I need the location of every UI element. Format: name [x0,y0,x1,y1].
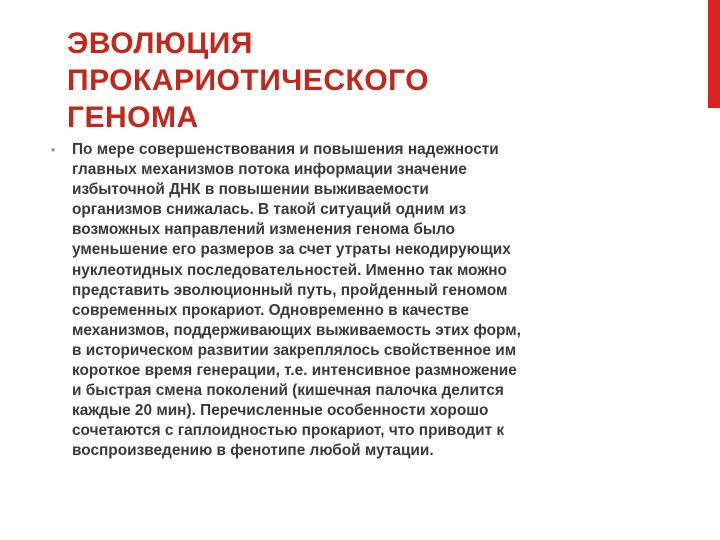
body-text-line: воспроизведению в фенотипе любой мутации. [72,442,434,460]
body-text-line: организмов снижалась. В такой ситуаций одним из [72,201,467,219]
body-text-line: каждые 20 мин). Перечисленные особенности хорошо [72,402,489,420]
body-text-line: представить эволюционный путь, пройденный геномом [72,281,508,299]
title-line: ЭВОЛЮЦИЯ [67,27,253,60]
bullet-list [50,140,650,462]
body-text-line: современных прокариот. Одновременно в качестве [72,301,469,319]
bullet-icon: • [51,143,56,157]
body-text-line: уменьшение его размеров за счет утраты некодирующих [72,241,511,259]
title-line: ПРОКАРИОТИЧЕСКОГО [67,64,430,97]
bullet-item [50,140,650,462]
body-text-line: сочетаются с гаплоидностью прокариот, что приводит к [72,422,505,440]
body-text-line: механизмов, поддерживающих выживаемость этих форм, [72,321,521,339]
title-line: ГЕНОМА [67,101,199,134]
body-text-line: в историческом развитии закреплялось свойственное им [72,341,517,359]
body-text-line: нуклеотидных последовательностей. Именно так можно [72,261,507,279]
body-text-line: короткое время генерации, т.е. интенсивное размножение [72,362,517,380]
body-text-line: По мере совершенствования и повышения надежности [72,141,499,158]
body-text-line: избыточной ДНК в повышении выживаемости [72,181,429,199]
body-text-line: главных механизмов потока информации значение [72,161,467,179]
accent-bar [708,0,720,108]
slide-title [67,25,667,136]
body-text-line: и быстрая смена поколений (кишечная палочка делится [72,382,504,400]
body-text-line: возможных направлений изменения генома было [72,221,455,239]
